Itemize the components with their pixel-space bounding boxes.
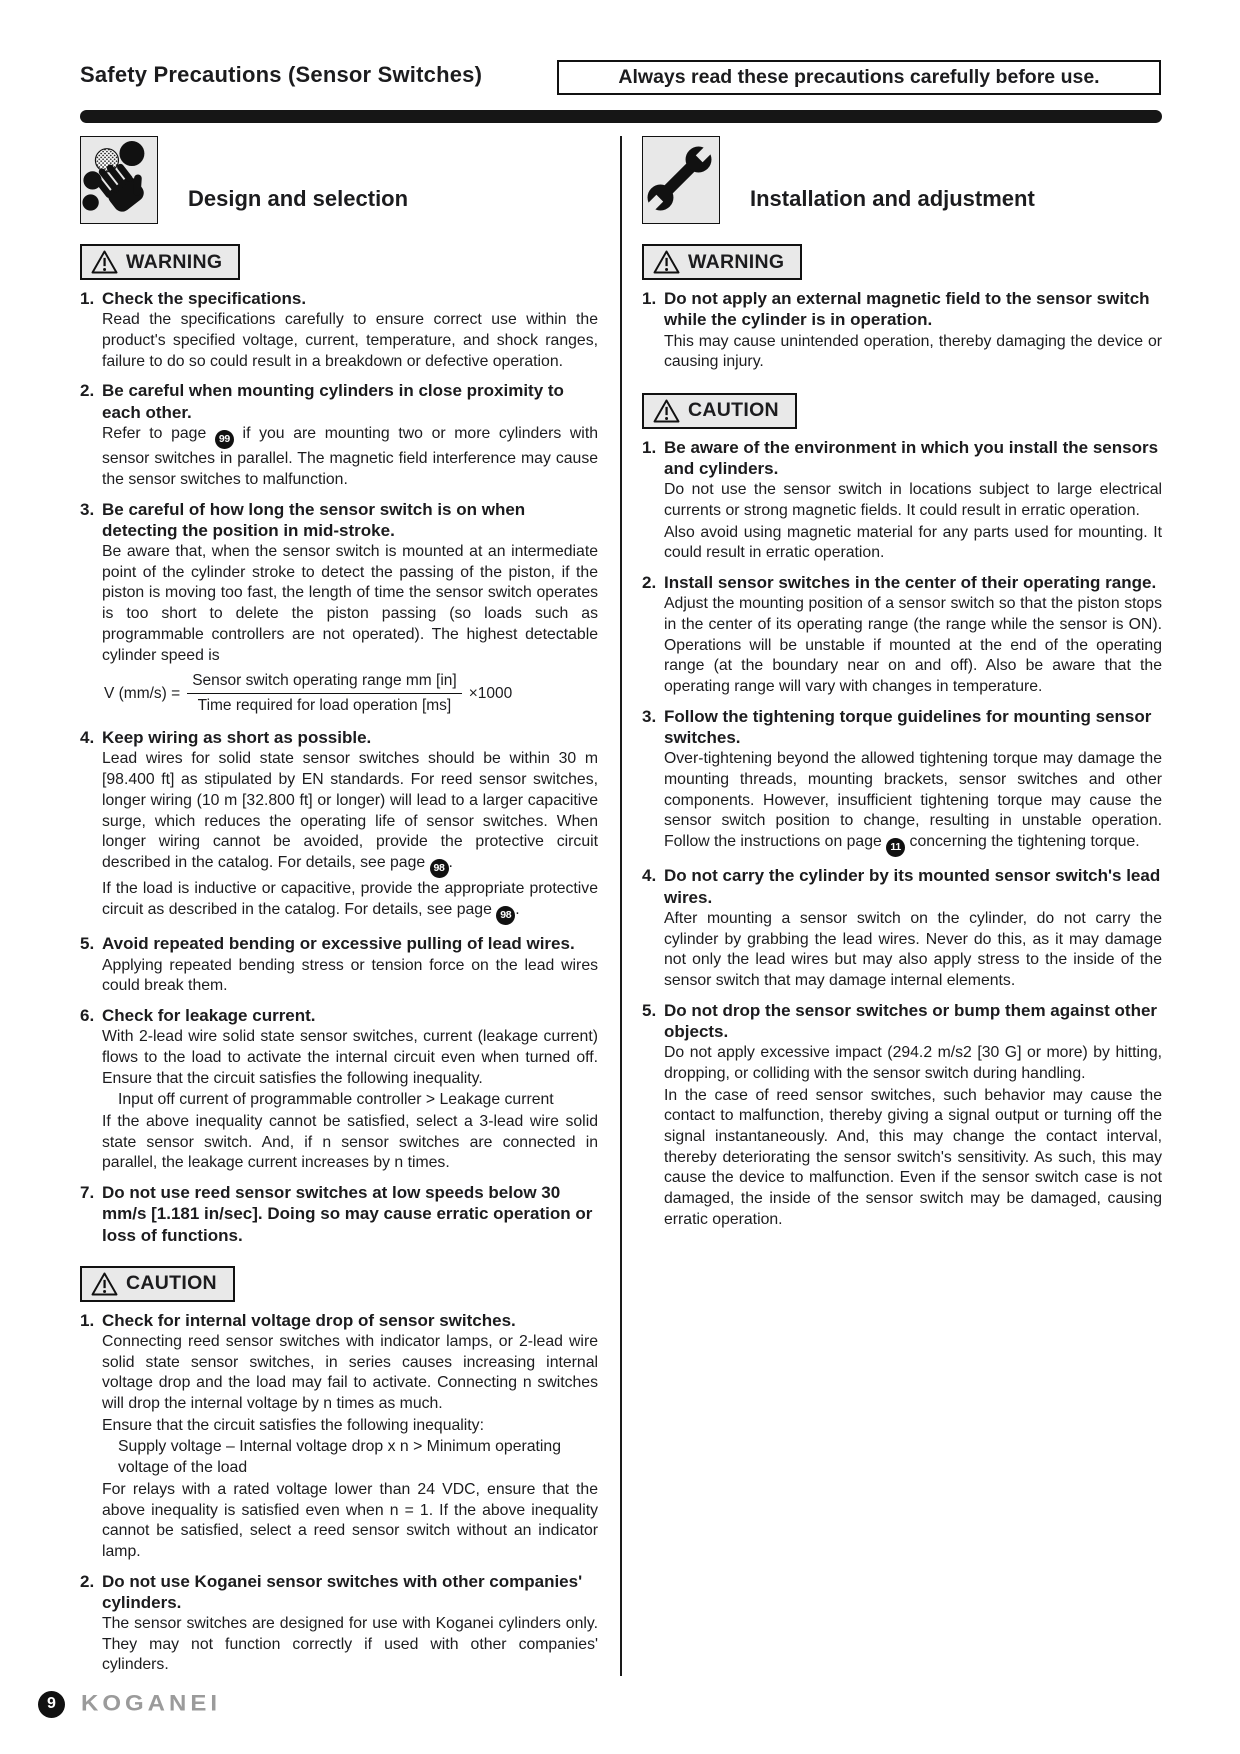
page-ref-badge: 98 — [430, 859, 449, 878]
item-heading: Do not apply an external magnetic field to the sensor switch while the cylinder is in operation. — [664, 289, 1150, 330]
item-heading: Check the specifications. — [102, 289, 307, 308]
item-paragraph: If the load is inductive or capacitive, provide the appropriate protective circuit as described in the catalog. For details, see page 98 . — [102, 879, 598, 925]
item-body — [102, 1571, 598, 1677]
header-rule-bar — [80, 110, 1162, 123]
page-ref-badge: 11 — [886, 838, 905, 857]
item-number: 4. — [80, 728, 95, 748]
item-body — [102, 1182, 598, 1246]
item-paragraph: For relays with a rated voltage lower than 24 VDC, ensure that the above inequality is satisfied even when n = 1. If the above inequality cannot be satisfied, select a reed sensor switch without an indicator lamp. — [102, 1480, 598, 1560]
item-paragraph: Be aware that, when the sensor switch is mounted at an intermediate point of the cylinder stroke to detect the passing of the piston, if the piston is moving too fast, the length of time the sensor switch operates is too short to delete the piston passing (so loads such as programmable controllers are not operated). The highest detectable cylinder speed is — [102, 543, 598, 664]
item-paragraph: Also avoid using magnetic material for any parts used for mounting. It could result in erratic operation. — [664, 523, 1162, 562]
item-body — [102, 1005, 598, 1174]
item-paragraph: With 2-lead wire solid state sensor switches, current (leakage current) flows to the load to activate the internal circuit even when turned off. Ensure that the circuit satisfies the following inequality. — [102, 1028, 598, 1087]
item-heading: Do not carry the cylinder by its mounted sensor switch's lead wires. — [664, 866, 1161, 907]
item-body — [102, 288, 598, 372]
section-header-design — [80, 136, 598, 224]
item-paragraph: Connecting reed sensor switches with indicator lamps, or 2-lead wire solid state sensor switches, in series causes increasing internal voltage drop and the load may fail to activate. Connecting n switches will drop the internal voltage by n times as much. — [102, 1333, 598, 1413]
precaution-item — [80, 380, 598, 490]
item-heading: Avoid repeated bending or excessive pulling of lead wires. — [102, 934, 575, 954]
item-body — [102, 1310, 598, 1563]
item-paragraph: Supply voltage – Internal voltage drop x n > Minimum operating voltage of the load — [118, 1438, 562, 1477]
precaution-item — [80, 288, 598, 372]
item-paragraph: Ensure that the circuit satisfies the following inequality: — [102, 1416, 484, 1434]
item-heading: Follow the tightening torque guidelines for mounting sensor switches. — [664, 706, 1152, 748]
precaution-item — [80, 933, 598, 997]
item-number: 3. — [80, 499, 95, 519]
page-number-badge: 9 — [38, 1691, 65, 1718]
item-body — [664, 572, 1162, 698]
item-number: 1. — [80, 1310, 95, 1330]
item-body — [102, 727, 598, 925]
item-number: 2. — [642, 573, 657, 593]
section-title: Installation and adjustment — [750, 186, 1035, 211]
formula-fraction — [187, 672, 461, 715]
item-body — [664, 706, 1162, 858]
section-header-installation — [642, 136, 1162, 224]
alert-label: WARNING — [688, 250, 785, 273]
precaution-item — [642, 288, 1162, 373]
item-body — [102, 499, 598, 720]
item-heading: Do not drop the sensor switches or bump them against other objects. — [664, 1000, 1158, 1041]
caution-label-box — [80, 1266, 235, 1302]
formula-numerator: Sensor switch operating range mm [in] — [187, 672, 461, 694]
item-heading: Do not use Koganei sensor switches with other companies' cylinders. — [102, 1571, 583, 1612]
item-number: 1. — [80, 289, 95, 308]
alert-row — [642, 393, 1162, 429]
precaution-item — [80, 1005, 598, 1174]
warning-triangle-icon — [91, 250, 118, 274]
page-footer — [38, 1690, 221, 1718]
formula-multiplier: ×1000 — [468, 684, 513, 702]
precaution-item — [642, 572, 1162, 698]
column-design-selection — [80, 136, 620, 1676]
item-paragraph: If the above inequality cannot be satisfied, select a 3-lead wire solid state sensor switch. And, if n sensor switches are connected in parallel, the leakage current increases by n times. — [102, 1112, 598, 1172]
section-title: Design and selection — [188, 186, 409, 211]
page-ref-badge: 99 — [215, 430, 234, 449]
precaution-item — [642, 865, 1162, 991]
item-heading: Keep wiring as short as possible. — [102, 728, 372, 748]
warning-label-box — [80, 244, 240, 280]
item-body — [664, 437, 1162, 564]
alert-row — [642, 244, 1162, 280]
item-paragraph: Input off current of programmable controller > Leakage current — [118, 1091, 554, 1109]
formula-lhs: V (mm/s) = — [104, 684, 181, 702]
page-title: Safety Precautions (Sensor Switches) — [80, 62, 483, 87]
warning-triangle-icon — [91, 1272, 118, 1296]
warning-label-box — [642, 244, 802, 280]
item-heading: Install sensor switches in the center of their operating range. — [664, 573, 1157, 593]
item-number: 6. — [80, 1005, 95, 1025]
item-number: 1. — [642, 289, 657, 308]
precaution-item — [80, 1571, 598, 1677]
design-selection-icon — [80, 136, 158, 224]
item-number: 2. — [80, 381, 95, 401]
item-heading: Be careful of how long the sensor switch is on when detecting the position in mid-stroke. — [102, 499, 526, 540]
caution-label-box — [642, 393, 797, 429]
precaution-item — [80, 499, 598, 720]
item-heading: Check for internal voltage drop of sensor switches. — [102, 1310, 516, 1330]
item-paragraph: After mounting a sensor switch on the cylinder, do not carry the cylinder by grabbing the lead wires. Never do this, as it may damage not only the lead wires but may also apply stress to the inside of the sensor switch that may damage internal elements. — [664, 909, 1162, 989]
koganei-logo: KOGANEI — [81, 1691, 222, 1716]
item-paragraph: Over-tightening beyond the allowed tightening torque may damage the mounting threads, mounting brackets, sensor switches and other components. However, insufficient tightening torque may cause the sensor switch position to change, resulting in unstable operation. Follow the instructions on page 11 concerning the tightening torque. — [664, 749, 1162, 857]
item-paragraph: Applying repeated bending stress or tension force on the lead wires could break them. — [102, 956, 598, 995]
item-paragraph: Do not apply excessive impact (294.2 m/s2 [30 G] or more) by hitting, dropping, or colliding with the sensor switch during handling. — [664, 1044, 1162, 1082]
speed-formula — [104, 672, 598, 715]
column-installation-adjustment — [620, 136, 1162, 1676]
item-paragraph: Lead wires for solid state sensor switches should be within 30 m [98.400 ft] as stipulated by EN standards. For reed sensor switches, longer wiring (10 m [32.800 ft] or longer) will lead to a larger capacitive surge, which reduces the operating life of sensor switches. When longer wiring cannot be avoided, provide the protective circuit described in the catalog. For details, see page 98 . — [102, 749, 598, 878]
alert-label: CAUTION — [126, 1272, 217, 1295]
item-heading: Be careful when mounting cylinders in close proximity to each other. — [102, 381, 564, 422]
item-number: 5. — [642, 1000, 657, 1020]
warning-triangle-icon — [653, 250, 680, 274]
item-heading: Do not use reed sensor switches at low speeds below 30 mm/s [1.181 in/sec]. Doing so may cause erratic operation or loss of functions. — [102, 1183, 593, 1245]
item-number: 1. — [642, 437, 657, 457]
item-heading: Be aware of the environment in which you install the sensors and cylinders. — [664, 437, 1159, 479]
item-body — [664, 288, 1162, 373]
read-precautions-notice: Always read these precautions carefully before use. — [557, 60, 1161, 95]
alert-row — [80, 244, 598, 280]
design-selection-blocks — [80, 244, 598, 1676]
item-body — [102, 380, 598, 490]
formula-denominator: Time required for load operation [ms] — [197, 697, 452, 715]
alert-label: WARNING — [126, 250, 223, 273]
item-number: 5. — [80, 934, 95, 954]
two-column-content — [80, 136, 1162, 1676]
installation-adjustment-blocks — [642, 244, 1162, 1230]
alert-label: CAUTION — [688, 399, 779, 422]
item-paragraph: Adjust the mounting position of a sensor switch so that the piston stops in the center of its operating range (the range while the sensor is ON). Operations will be unstable if mounted at the end of the operating range (at the boundary near on and off). Also be aware that the operating range will vary with changes in temperature. — [664, 595, 1162, 696]
precaution-item — [80, 727, 598, 925]
item-body — [664, 865, 1162, 991]
item-number: 7. — [80, 1183, 95, 1202]
precaution-item — [642, 706, 1162, 858]
item-number: 4. — [642, 866, 657, 886]
page-ref-badge: 98 — [496, 906, 515, 925]
item-body — [102, 933, 598, 997]
item-paragraph: This may cause unintended operation, thereby damaging the device or causing injury. — [664, 332, 1162, 371]
item-number: 2. — [80, 1571, 95, 1591]
installation-wrench-icon — [642, 136, 720, 224]
item-heading: Check for leakage current. — [102, 1005, 316, 1025]
precaution-item — [80, 1182, 598, 1246]
precaution-item — [80, 1310, 598, 1563]
item-paragraph: In the case of reed sensor switches, such behavior may cause the contact to malfunction, thereby giving a signal output or turning off the signal instantaneously. And, this may change the contact interval, thereby deteriorating the sensor switch's sensitivity. As such, this may cause the device to malfunction. Even if the sensor switch case is not damaged, the inside of the sensor switch may be damaged, causing erratic operation. — [664, 1086, 1162, 1228]
alert-row — [80, 1266, 598, 1302]
item-number: 3. — [642, 706, 657, 726]
precaution-item — [642, 437, 1162, 564]
item-paragraph: Refer to page 99 if you are mounting two or more cylinders with sensor switches in parallel. The magnetic field interference may cause the sensor switches to malfunction. — [102, 424, 598, 488]
item-paragraph: Read the specifications carefully to ensure correct use within the product's specified voltage, current, temperature, and shock ranges, failure to do so could result in a breakdown or defective operation. — [102, 311, 598, 370]
precaution-item — [642, 1000, 1162, 1231]
item-body — [664, 1000, 1162, 1231]
item-paragraph: The sensor switches are designed for use with Koganei cylinders only. They may not function correctly if used with other companies' cylinders. — [102, 1615, 598, 1674]
warning-triangle-icon — [653, 399, 680, 423]
item-paragraph: Do not use the sensor switch in locations subject to large electrical currents or strong magnetic fields. It could result in erratic operation. — [664, 481, 1162, 520]
